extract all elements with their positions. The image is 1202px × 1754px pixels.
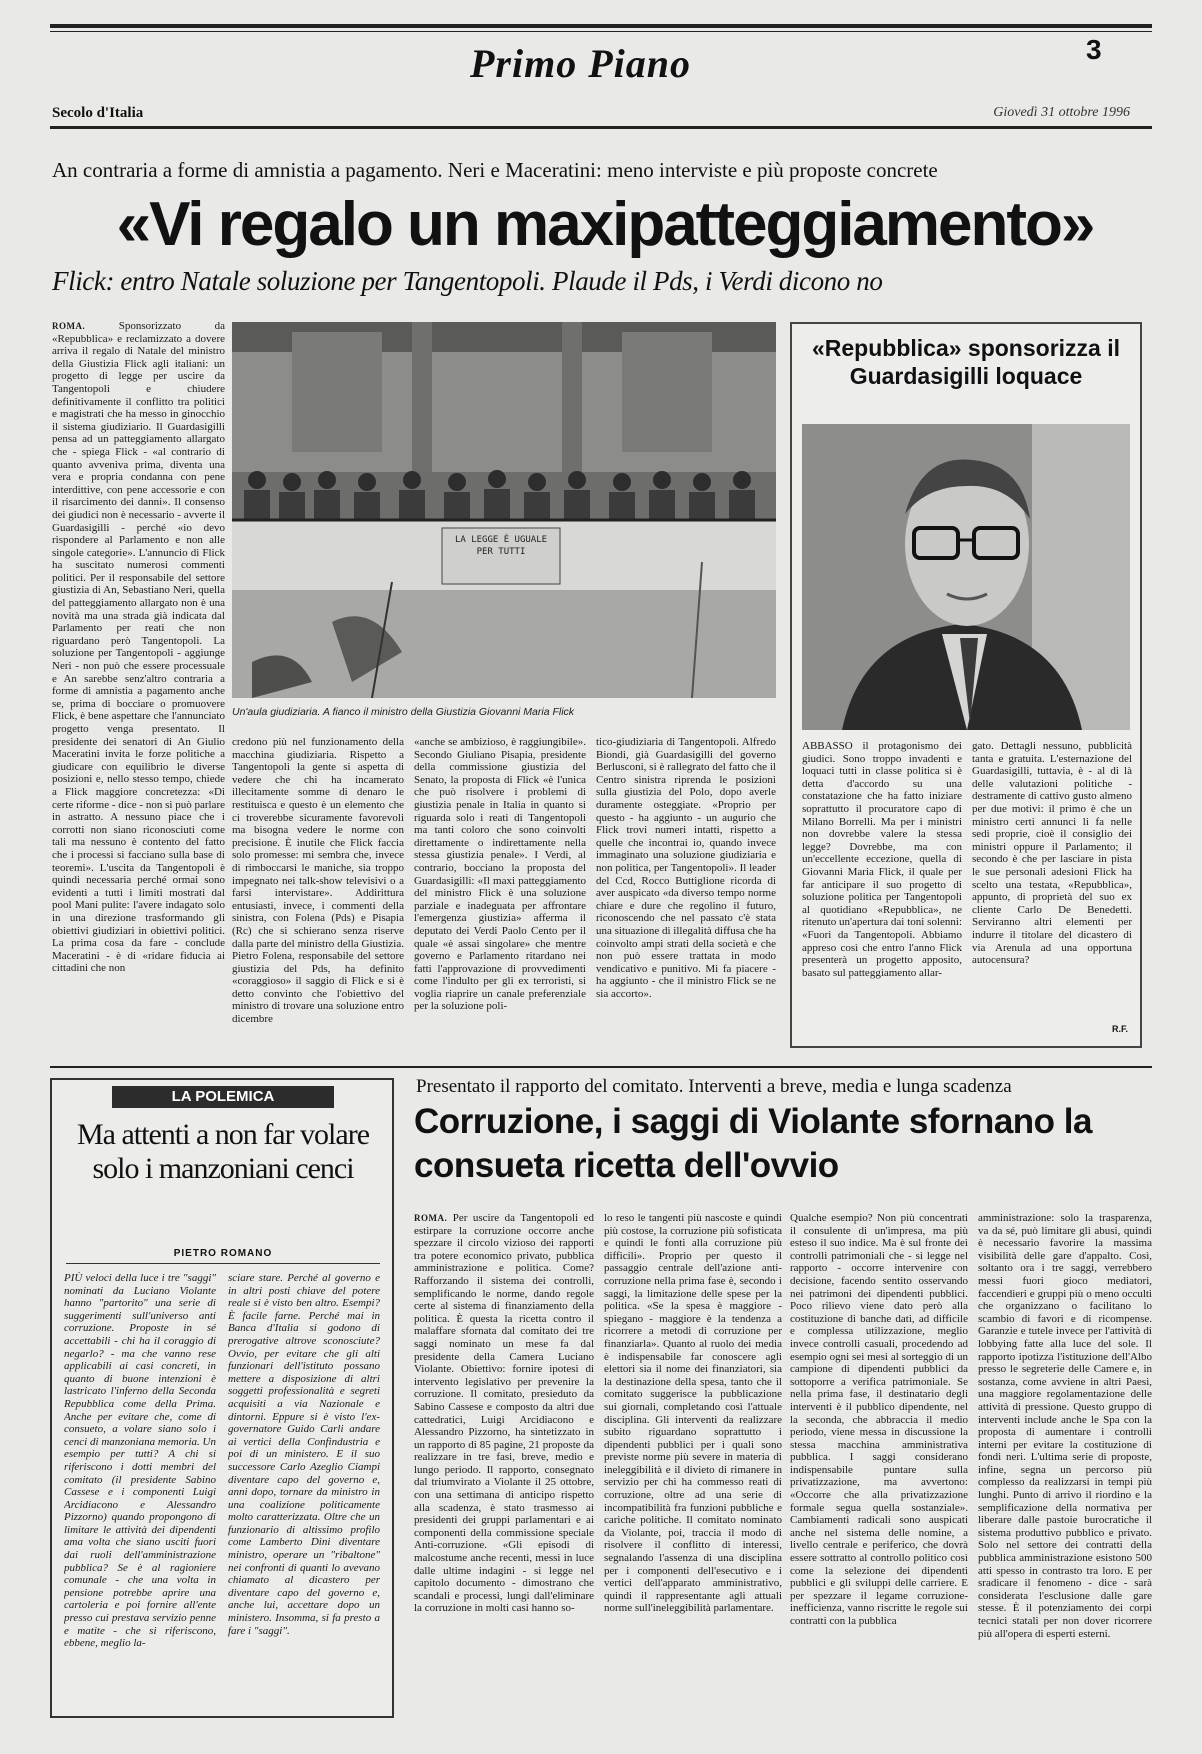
polemica-box (50, 1078, 394, 1718)
issue-date: Giovedì 31 ottobre 1996 (993, 105, 1130, 120)
main-column-2: credono più nel funzionamento della macchina giudiziaria. Rispetto a Tangentopoli la gente si aspetta di vedere che chi ha incamerato illecitamente somme di denaro le restituisca e questo è un elemento che ci troverebbe sicuramente favorevoli ma bisogna vedere le norme con precisione. È inutile che Flick faccia solo promesse: mi sembra che, invece di rimboccarsi le maniche, sia troppo impegnato nei talk-show televisivi o a farsi intervistare». Addirittura entusiasti, invece, i commenti della sinistra, con Folena (Pds) e Pisapia (Rc) che si schierano senza riserve dalla parte del ministro della Giustizia. Pietro Folena, responsabile del settore giustizia del Pds, ha definito «coraggioso» il saggio di Flick e si è detto convinto che l'obiettivo del ministro di trovare una soluzione entro dicembre (232, 736, 404, 1026)
sidebar-headline: «Repubblica» sponsorizza il Guardasigilli loquace (811, 335, 1121, 389)
polemica-column-2: sciare stare. Perché al governo e in altri posti chiave del potere reale si è visto ben altro. Esempi? È facile farne. Perché mai in Banca d'Italia si godono di prerogative altrove sconosciute? Ovvio, per evitare che gli alti funzionari dell'istituto possano mettere a disposizione di altri soggetti professionalità e segreti acquisiti a via Nazionale e dintorni. Eppure si è visto l'ex-governatore Guido Carli andare ai vertici della Confindustria e poi di un ministero. E il suo successore Carlo Azeglio Ciampi diventare capo del governo e, anni dopo, tornare da ministro in una coalizione politicamente molto caratterizzata. Oltre che un funzionario di altissimo profilo come Lamberto Dini diventare ministro, operare un "ribaltone" nei confronti di quanti lo avevano chiamato al dicastero per diventare capo del governo e, anche lui, accettare dopo un ministero. Insomma, si fa presto a fare i "saggi". (228, 1272, 380, 1637)
section-title: Primo Piano (470, 41, 692, 86)
main-subheadline: Flick: entro Natale soluzione per Tangentopoli. Plaude il Pds, i Verdi dicono no (52, 266, 883, 296)
photo-caption: Un'aula giudiziaria. A fianco il ministro della Giustizia Giovanni Maria Flick (232, 706, 575, 718)
newspaper-name: Secolo d'Italia (52, 105, 144, 121)
courtroom-photo (232, 322, 776, 698)
courtroom-illustration (232, 322, 776, 698)
sidebar-column-1: ABBASSO il protagonismo dei giudici. Sono troppo invadenti e loquaci tutti in classe politica si è detta d'accordo su una constatazione che ha fatto iniziare soprattutto il procuratore capo di Milano Borrelli. Ma per i ministri non dovrebbe valere la stessa legge? Dovrebbe, ma con un'eccellente eccezione, quella di Giovanni Maria Flick, il quale per far anticipare il suo progetto di soluzione politica per Tangentopoli al quotidiano «Repubblica», ne ritenuto un'apertura dai toni solenni: «Fuori da Tangentopoli. Abbiamo appreso così che entro l'anno Flick presenterà un progetto apposito, basato sul patteggiamento allar- (802, 740, 962, 979)
flick-portrait (802, 424, 1130, 730)
top-rule (50, 24, 1152, 28)
polemica-label: LA POLEMICA (112, 1086, 334, 1108)
polemica-rule (66, 1263, 380, 1264)
masthead-rule (50, 126, 1152, 129)
main-column-3: «anche se ambizioso, è raggiungibile». Secondo Giuliano Pisapia, presidente della commissione giustizia del Senato, la proposta di Flick «è l'unica che può risolvere i problemi di giustizia penale in Italia in quanto si riguarda solo i reati di Tangentopoli ma tanti coloro che sono coinvolti direttamente o indirettamente nella stessa giustizia penale». I Verdi, al contrario, bocciano la proposta del Guardasigilli: «Il maxi patteggiamento del ministro Flick è una soluzione parziale e inadeguata per affrontare l'emergenza giustizia» afferma il deputato dei Verdi Paolo Cento per il quale «è assai singolare» che mentre governo e Parlamento ritardano nei fatti l'approvazione di provvedimenti come l'indulto per gli ex terroristi, si voglia riaprire un canale preferenziale per la soluzione poli- (414, 736, 586, 1013)
corruzione-dateline: ROMA. (414, 1213, 448, 1223)
flick-portrait-illustration (802, 424, 1130, 730)
polemica-headline: Ma attenti a non far volare solo i manzoniani cenci (76, 1118, 370, 1185)
main-headline: «Vi regalo un maxipatteggiamento» (116, 190, 1094, 259)
sidebar-box (790, 322, 1142, 1048)
corruzione-headline: Corruzione, i saggi di Violante sfornano la consueta ricetta dell'ovvio (414, 1102, 1092, 1185)
sidebar-column-2: gato. Dettagli nessuno, pubblicità tanta e gratuita. L'esternazione del Guardasigilli, tuttavia, è - al di là delle valutazioni politiche - destramente di cattivo gusto almeno per due motivi: il primo è che un ministro certi annunci li fa nelle sedi proprie, cioè il consiglio dei ministri oppure il Parlamento; il secondo è che per lasciare in pista le sue personali adesioni Flick ha scelto una testata, «Repubblica», appunto, di proprietà del suo ex cliente Carlo De Benedetti. Serviranno altri elementi per indurre il titolare del dicastero di via Arenula ad una opportuna autocensura? (972, 740, 1132, 967)
main-kicker: An contraria a forme di amnistia a pagamento. Neri e Maceratini: meno interviste e più proposte concrete (52, 158, 938, 182)
top-rule-thin (50, 31, 1152, 32)
section-divider (50, 1066, 1152, 1068)
court-sign: LA LEGGE È UGUALE PER TUTTI (454, 535, 548, 557)
corruzione-kicker: Presentato il rapporto del comitato. Interventi a breve, media e lunga scadenza (416, 1076, 1012, 1097)
main-column-1: ROMA. Sponsorizzato da «Repubblica» e reclamizzato a dovere arriva il regalo di Natale del ministro della Giustizia Flick agli italiani: un progetto di legge per uscire da Tangentopoli e chiudere definitivamente il conflitto tra politici e magistrati che ha messo in ginocchio il sistema giudiziario. Il Guardasigilli pensa ad un patteggiamento allargato che - spiega Flick - «al contrario di quanto avveniva prima, diventa una vera e propria condanna con pene interdittive, con pene accessorie e con il risarcimento dei danni». Il consenso dei giudici non è necessario - avverte il Guardasigilli - perché «io devo rispondere al Parlamento e non alle singole categorie». L'annuncio di Flick ha suscitato numerosi commenti politici. Per il responsabile del settore giustizia di An, Sebastiano Neri, quella del patteggiamento allargato non è una novità ma una strada già indicata dal Parlamento per reati che non riguardano però Tangentopoli. La soluzione per Tangentopoli - aggiunge Neri - non può che essere processuale e An sarebbe senz'altro contraria a forme di amnistia a pagamento anche se, prima di bocciare o promuovere Flick, è bene aspettare che l'annunciato progetto venga presentato. Il presidente dei senatori di An Giulio Maceratini invita le forze politiche a giudicare con equilibrio le diverse posizioni e, nello stesso tempo, chiede a Flick maggiore concretezza: «Di certe riforme - dice - non si può parlare in astratto. A nessuno piace che i corrotti non siano riconosciuti come tali ma nessuno è contento del fatto che i processi si facciano sulla base di teoremi». L'uscita da Tangentopoli è quindi necessaria perché ormai sono evidenti a tutti i limiti mostrati dal pool Mani pulite: l'avere indagato solo in una direzione trasformando gli obiettivi giudiziari in obiettivi politici. La prima cosa da fare - conclude Maceratini - è di «ridare fiducia ai cittadini che non (52, 320, 225, 975)
main-column-4: tico-giudiziaria di Tangentopoli. Alfredo Biondi, già Guardasigilli del governo Berlusconi, si è rallegrato del fatto che il Centro sinistra riprenda le posizioni sulla giustizia del Polo, dopo averle duramente osteggiate. «Proprio per questo - ha aggiunto - un augurio che Flick trovi numeri intatti, rispetto a quelle che incontrai io, quando invece immaginato una soluzione giudiziaria e non politica, per Tangentopoli». Il leader del Ccd, Rocco Buttiglione ricorda di aver auspicato «da diverso tempo norme chiare e dure che regolino il futuro, riconoscendo che nel passato c'è stata una situazione di illegalità diffusa che ha coinvolto ampi strati della società e che non può essere trattata in modo vendicativo e punitivo. Mi fa piacere - ha aggiunto - che il ministro Flick se ne sia accorto». (596, 736, 776, 1000)
corruzione-column-1: ROMA. Per uscire da Tangentopoli ed estirpare la corruzione occorre anche spezzare il circolo vizioso dei rapporti tra potere economico privato, pubblica amministrazione e politica. Come? Rafforzando il sistema dei controlli, semplificando le norme, dando regole certe al sistema di finanziamento della politica. È questa la ricetta contro il malaffare sfornata dal comitato dei tre saggi nominato un mese fa dal presidente della Camera Luciano Violante. Obiettivo: fornire ipotesi di intervento legislativo per prevenire la corruzione. Il comitato, presieduto da Sabino Cassese e composto da altri due cattedratici, Luigi Arcidiacono e Alessandro Pizzorno, ha sintetizzato in un rapporto di 85 pagine, 21 proposte da realizzare in tre fasi, breve, medio e lungo periodo. Il rapporto, consegnato dal triumvirato a Violante il 25 ottobre, con una settimana di anticipo rispetto alla scadenza, è stato trasmesso ai presidenti dei gruppi parlamentari e ai componenti della commissione speciale Anti-corruzione. «Gli episodi di malcostume anche recenti, messi in luce dalle ultime indagini - si legge nel capitolo documento - dimostrano che scandali e processi, lungi dall'eliminare la corruzione in molti casi hanno so- (414, 1212, 594, 1615)
corruzione-column-4: amministrazione: solo la trasparenza, va da sé, può limitare gli abusi, quindi è necessario favorire la massima visibilità delle gare d'appalto. Così, soltanto ora i tre saggi, verrebbero messi fuori gioco mediatori, faccendieri e gruppi più o meno occulti che organizzano o facilitano lo scambio di favori e di ricompense. Garanzie e tutele invece per l'attività di lobbying fatte alla luce del sole. Il rapporto ipotizza l'istituzione dell'Albo presso le segreterie delle Camere e, in sostanza, come avviene in altri Paesi, una maggiore regolamentazione delle attività di pressione. Questo gruppo di interventi include anche le Spa con la proposta di aumentare i controlli interni per evitare la costituzione di fondi neri. L'ultima serie di proposte, infine, segna un percorso più complesso da realizzarsi in tempi più lunghi. Punto di arrivo il riordino e la semplificazione della normativa per liberare dalle pastoie burocratiche il sistema produttivo pubblico e privato. Solo nel settore dei contratti della pubblica amministrazione esistono 500 atti spesso in contrasto tra loro. E per sradicare il fenomeno - dice - sarà considerata l'esclusione dalle gare stesse. È il potenziamento dei corpi tecnici statali per non dover ricorrere più all'opera di esperti esterni. (978, 1212, 1152, 1640)
polemica-column-1: PIÙ veloci della luce i tre "saggi" nominati da Luciano Violante hanno "partorito" una serie di suggerimenti sull'universo anti corruzione. Proposte in sé accettabili - chi ha il coraggio di negarlo? - ma che vanno rese applicabili ai casi concreti, in quanto di buone intenzioni è lastricato l'inferno della Seconda Repubblica come della Prima. Anche per evitare che, come di consueto, a volare siano solo i cenci di manzoniana memoria. Un esempio per tutti? A chi si riferiscono i dotti membri del comitato (il presidente Sabino Cassese e i componenti Luigi Arcidiacono e Alessandro Pizzorno) quando propongono di limitare le attività dei dipendenti ama volta che siano usciti fuori dai ruoli dell'amministrazione pubblica? Se è al ragioniere comunale - che una volta in pensione potrebbe aprire una cartoleria e poi fornire all'ente presso cui prestava servizio penne e matite - che si riferiscono, ebbene, meglio la- (64, 1272, 216, 1650)
page-number: 3 (1086, 34, 1102, 65)
corruzione-column-3: Qualche esempio? Non più concentrati il consulente di un'impresa, ma più esteso il suo indice. Ma è sul fronte dei controlli patrimoniali che - si legge nel rapporto - occorre intervenire con decisione, facendo sentito osservando nei patrimoni dei dipendenti pubblici. Poco rilievo viene dato però alla costituzione di banche dati, ad difficile e complessa utilizzazione, meglio invece controlli casuali, procedendo ad esempio ogni sei mesi al sorteggio di un campione di dipendenti pubblici da sottoporre a verifica patrimoniale. Se nella prima fase, il destinatario degli interventi è il pubblico dipendente, nel la seconda, che abbraccia il medio periodo, viene messa in discussione la stessa macchina amministrativa pubblica. I saggi considerano indispensabile puntare sulla privatizzazione, ma avvertono: «Occorre che alla privatizzazione formale segua quella sostanziale». Cambiamenti radicali sono auspicati anche nel sistema delle nomine, a livello centrale e periferico, che dovrà essere sottratto al controllo politico così come la selezione dei dipendenti pubblici e gli sviluppi delle carriere. E per spezzare il legame corruzione-inefficienza, vanno riscritte le regole sui contratti con la pubblica (790, 1212, 968, 1627)
polemica-author: PIETRO ROMANO (173, 1248, 273, 1259)
sidebar-signature: R.F. (1111, 1024, 1128, 1034)
corruzione-column-2: lo reso le tangenti più nascoste e quindi più costose, la corruzione più sofisticata e quindi le fonti alla corruzione più difficili». Proprio per questo il passaggio centrale dell'azione anti-corruzione nella prima fase è, secondo i saggi, la limitazione delle spese per la politica. «Se la spesa è maggiore - spiegano - maggiore è la tendenza a ricorrere a metodi di corruzione per finanziarla». Quanto al ruolo dei media è indispensabile far conoscere agli elettori sia il nome dei finanziatori, sia la destinazione della spesa, tanto che il comitato suggerisce la pubblicazione sui giornali, completando così l'attuale disciplina. Gli interventi da realizzare subito riguardano soprattutto i dipendenti pubblici per i quali sono previste norme più severe in materia di ineleggibilità e il divieto di rimanere in servizio per chi ha commesso reati di corruzione, oltre ad una serie di incompatibilità fra funzioni pubbliche e cariche politiche. Il comitato nominato da Violante, poi, traccia il modo di risolvere il conflitto di interessi, segnalando l'assenza di una disciplina per i componenti dell'esecutivo e i vertici dell'apparato amministrativo, quindi il rappresentante agli attuali norme sull'ineleggibilità parlamentare. (604, 1212, 782, 1615)
dateline: ROMA. (52, 321, 86, 331)
